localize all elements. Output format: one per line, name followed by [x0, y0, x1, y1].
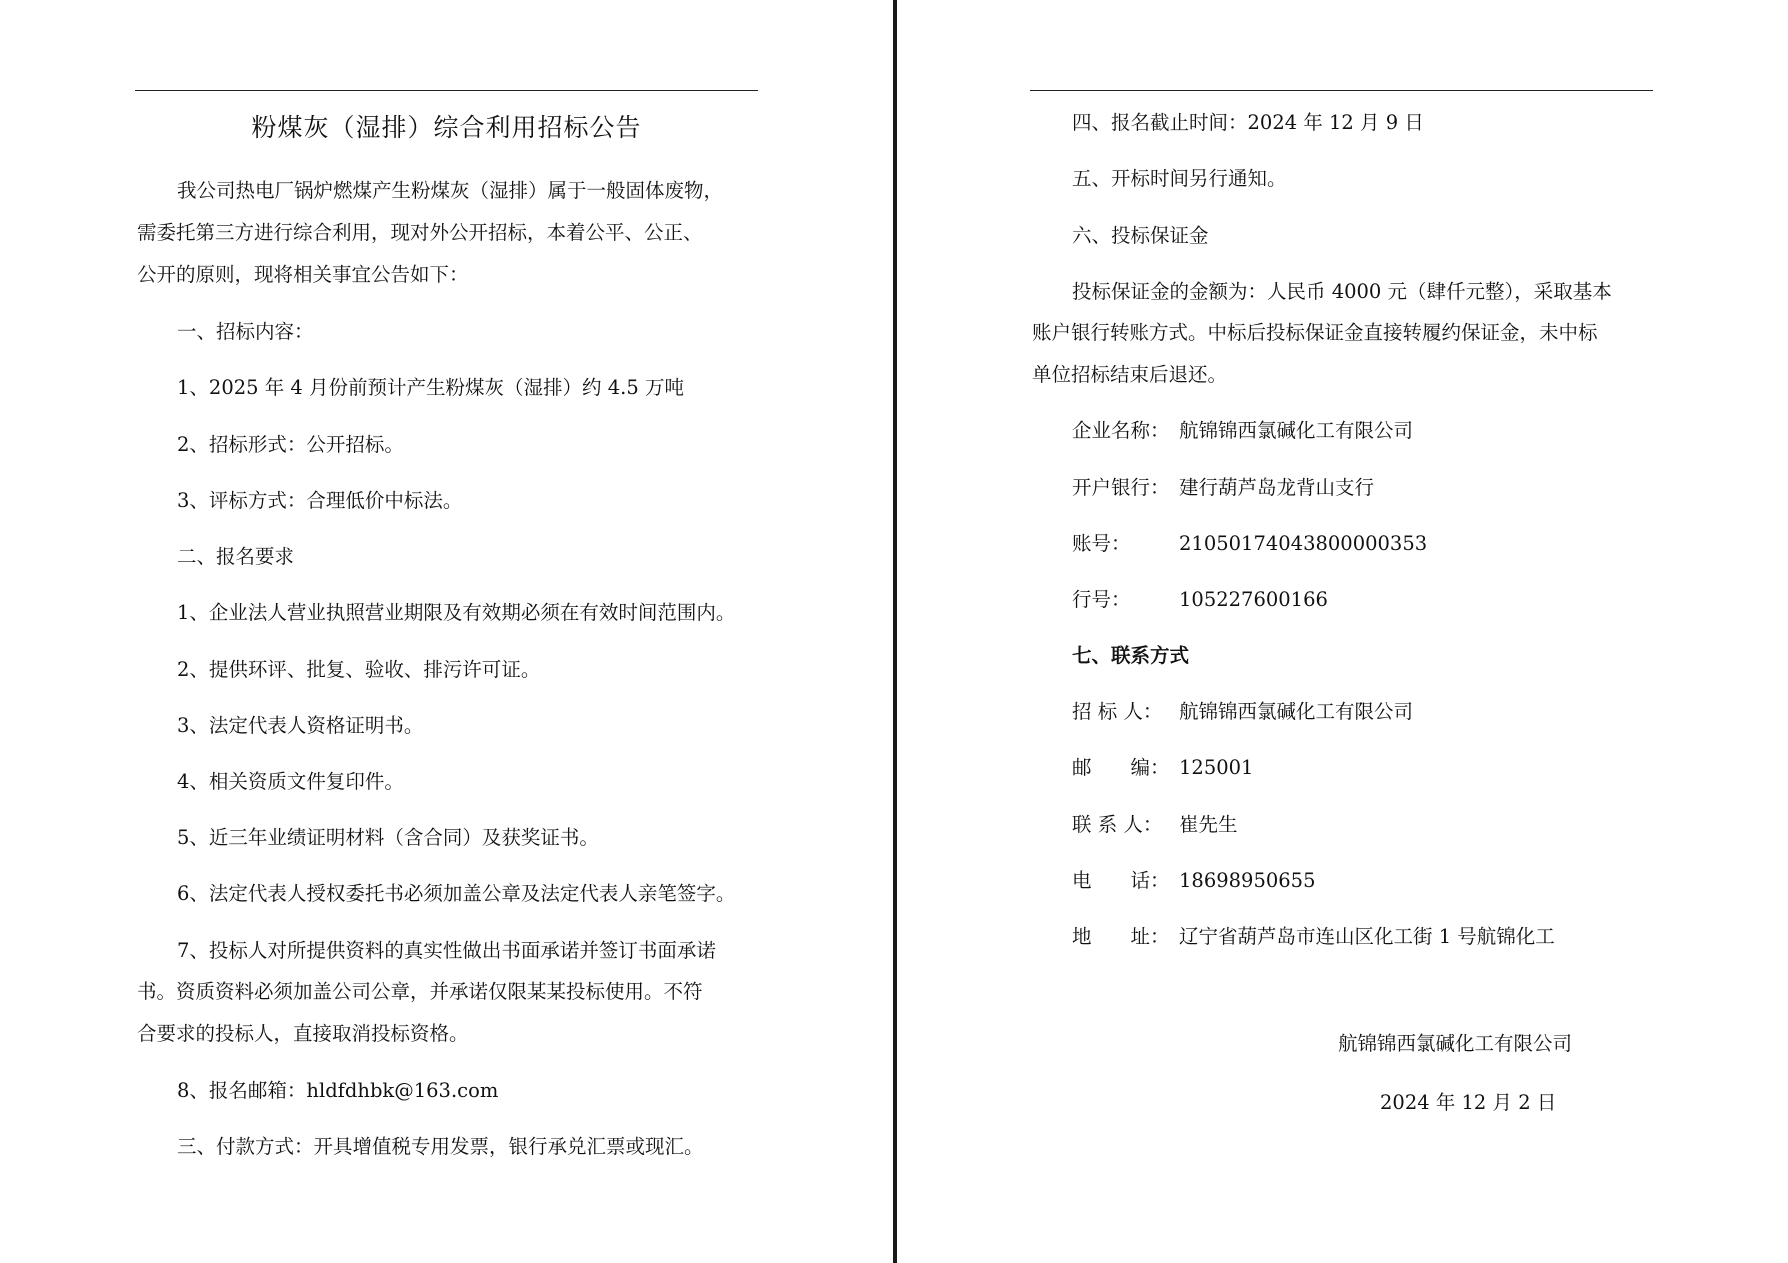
contact-postcode-value: 125001: [1179, 756, 1254, 779]
section4-deadline: 四、报名截止时间：2024 年 12 月 9 日: [1072, 111, 1424, 134]
bank-account-value: 21050174043800000353: [1179, 532, 1428, 555]
contact-person-row: [1072, 812, 1238, 838]
contact-phone-value: 18698950655: [1179, 869, 1316, 892]
contact-phone-label: 电 话：: [1072, 869, 1170, 892]
item7-line-1: 7、投标人对所提供资料的真实性做出书面承诺并签订书面承诺: [177, 939, 716, 962]
contact-phone-row: [1072, 868, 1315, 894]
section1-item-3: 3、评标方式：合理低价中标法。: [177, 489, 463, 512]
contact-postcode-row: [1072, 755, 1253, 781]
item7-line-2: 书。资质资料必须加盖公司公章，并承诺仅限某某投标使用。不符: [137, 980, 703, 1003]
section2-item-1: 1、企业法人营业执照营业期限及有效期必须在有效时间范围内。: [177, 601, 736, 624]
bank-company-value: 航锦锦西氯碱化工有限公司: [1179, 419, 1414, 442]
section2-item-6: 6、法定代表人授权委托书必须加盖公章及法定代表人亲笔签字。: [177, 882, 736, 905]
deposit-line-1: 投标保证金的金额为：人民币 4000 元（肆仟元整），采取基本: [1072, 280, 1612, 303]
bank-code-label: 行号：: [1072, 588, 1131, 611]
contact-tenderer-label: 招 标 人：: [1072, 700, 1163, 723]
contact-postcode-label: 邮 编：: [1072, 756, 1170, 779]
contact-address-label: 地 址：: [1072, 925, 1170, 948]
left-page: [0, 0, 893, 1263]
section7-heading: 七、联系方式: [1072, 644, 1190, 667]
section2-heading: 二、报名要求: [177, 545, 295, 568]
bank-company-label: 企业名称：: [1072, 419, 1170, 442]
page-divider: [893, 0, 897, 1263]
contact-person-label: 联 系 人：: [1072, 813, 1163, 836]
section1-item-1: 1、2025 年 4 月份前预计产生粉煤灰（湿排）约 4.5 万吨: [177, 376, 684, 399]
deposit-line-3: 单位招标结束后退还。: [1032, 363, 1228, 386]
document-title: 粉煤灰（湿排）综合利用招标公告: [251, 113, 642, 142]
intro-line-3: 公开的原则，现将相关事宜公告如下：: [137, 263, 469, 286]
deposit-line-2: 账户银行转账方式。中标后投标保证金直接转履约保证金，未中标: [1032, 321, 1598, 344]
section2-item-2: 2、提供环评、批复、验收、排污许可证。: [177, 658, 541, 681]
bank-account-label: 账号：: [1072, 532, 1131, 555]
section3-payment: 三、付款方式：开具增值税专用发票，银行承兑汇票或现汇。: [177, 1135, 704, 1158]
signature-company: 航锦锦西氯碱化工有限公司: [1338, 1032, 1573, 1055]
intro-line-2: 需委托第三方进行综合利用，现对外公开招标，本着公平、公正、: [137, 221, 703, 244]
section2-item-3: 3、法定代表人资格证明书。: [177, 714, 424, 737]
item8-email: 8、报名邮箱：hldfdhbk@163.com: [177, 1079, 499, 1102]
contact-address-row: [1072, 924, 1555, 950]
section2-item-4: 4、相关资质文件复印件。: [177, 770, 404, 793]
section6-heading: 六、投标保证金: [1072, 224, 1209, 247]
section5-opening: 五、开标时间另行通知。: [1072, 167, 1287, 190]
bank-name-row: [1072, 475, 1374, 501]
top-rule: [1030, 90, 1653, 91]
intro-line-1: 我公司热电厂锅炉燃煤产生粉煤灰（湿排）属于一般固体废物，: [177, 179, 724, 202]
section1-heading: 一、招标内容：: [177, 320, 314, 343]
top-rule: [135, 90, 758, 91]
contact-tenderer-value: 航锦锦西氯碱化工有限公司: [1179, 700, 1414, 723]
item7-line-3: 合要求的投标人，直接取消投标资格。: [137, 1022, 469, 1045]
bank-company-row: [1072, 418, 1413, 444]
contact-tenderer-row: [1072, 699, 1413, 725]
bank-code-row: [1072, 587, 1328, 613]
bank-name-value: 建行葫芦岛龙背山支行: [1179, 476, 1375, 499]
bank-name-label: 开户银行：: [1072, 476, 1170, 499]
contact-person-value: 崔先生: [1179, 813, 1238, 836]
right-page: [898, 0, 1788, 1263]
bank-code-value: 105227600166: [1179, 588, 1328, 611]
contact-address-value: 辽宁省葫芦岛市连山区化工街 1 号航锦化工: [1179, 925, 1555, 948]
section1-item-2: 2、招标形式：公开招标。: [177, 433, 404, 456]
signature-date: 2024 年 12 月 2 日: [1380, 1091, 1557, 1114]
bank-account-row: [1072, 531, 1427, 557]
section2-item-5: 5、近三年业绩证明材料（含合同）及获奖证书。: [177, 826, 599, 849]
